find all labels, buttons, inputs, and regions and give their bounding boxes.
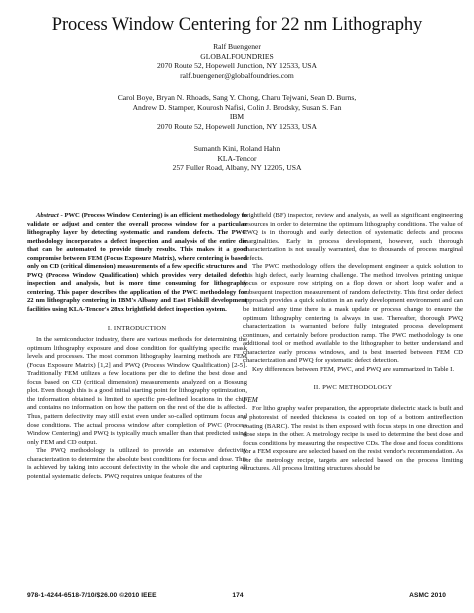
section-heading-pwc-methodology: II. PWC METHODOLOGY xyxy=(313,384,393,392)
author-names: Sumanth Kini, Roland Hahn xyxy=(193,144,281,153)
body-paragraph: Key differences between FEM, PWC, and PWQ are summarized in Table I. xyxy=(252,365,455,373)
section-heading-introduction: I. INTRODUCTION xyxy=(107,324,167,332)
intro-paragraph: In the semiconductor industry, there are various methods for determining the optimum lithography exposure and dose condition for qualifying specific mask levels and processes. The most common lithography learning methods are FEM (Focus Exposure Matrix) [1,2] and PWQ (Process Window Qualification) [2-5]. Traditionally FEM utilizes a few locations per die to define the best dose and focus based on CD (critical dimension) measurements analyzed on a Bossung plot. Even though this is a good initial starting point for lithography optimization, the information obtained is limited to specific pre-defined locations in the chip and contains no information on how the pattern on the rest of the die is affected. Thus, pattern defectivity may still exist even under so-called optimum focus and dose conditions. The actual process window after completion of PWC (Process Window Centering) and PWQ is typically much smaller than that predicted using only FEM and CD output. xyxy=(27,336,247,446)
abstract-text: - PWC (Process Window Centering) is an efficient methodology to validate or adjust and center the overall process window for a particular lithography layer by detecting systematic and random defects. The PWC methodology incorporates a defect inspection and analysis of the entire die that can be automated to provide timely results. This makes it a good compromise between FEM (Focus Exposure Matrix), where centering is based only on CD (critical dimension) measurements of a few specific structures and PWQ (Process Window Qualification) which provides very detailed defect inspection and analysis, but is more time consuming for lithography centering. This paper describes the application of the PWC methodology for 22 nm lithography centering in IBM's Albany and East Fishkill development facilities using KLA-Tencor's 28xx brightfield defect inspection system. xyxy=(27,212,247,314)
author-names: Carol Boye, Bryan N. Rhoads, Sang Y. Chong, Charu Tejwani, Sean D. Burns, xyxy=(117,93,357,102)
address: 257 Fuller Road, Albany, NY 12205, USA xyxy=(172,163,302,173)
author-block-globalfoundries xyxy=(0,42,474,80)
email: ralf.buengener@globalfoundries.com xyxy=(180,70,294,80)
body-paragraph: The PWC methodology offers the development engineer a quick solution to this high defect, early learning challenge. The method involves printing unique focus or exposure row striping on a flop down or short loop wafer and a subsequent inspection measurement of random defectivity. This first order defect approach provides a quick solution in an early development environment and can be initiated any time there is a mask update or process change to ensure the optimum lithography centering is always in use. Thereafter, thorough PWQ characterization is warranted before fully integrated process development continues, and certainly before production ramp. The PWC methodology is one additional tool or method available to the lithographer to better understand and characterize early process windows, and is best inserted between FEM CD characterization and PWQ for systematic defect detection. xyxy=(243,263,463,365)
paper-title: Process Window Centering for 22 nm Lithography xyxy=(51,15,423,35)
organization: IBM xyxy=(229,112,245,122)
left-column xyxy=(27,212,247,481)
address: 2070 Route 52, Hopewell Junction, NY 12533, USA xyxy=(156,121,318,131)
footer-conference: ASMC 2010 xyxy=(409,592,446,599)
author-block-kla-tencor xyxy=(0,144,474,173)
abstract xyxy=(27,212,247,315)
right-column xyxy=(243,212,463,474)
page-number: 174 xyxy=(232,592,244,599)
address: 2070 Route 52, Hopewell Junction, NY 12533, USA xyxy=(156,61,318,71)
author-names: Andrew D. Stamper, Kourosh Nafisi, Colin J. Brodsky, Susan S. Fan xyxy=(132,102,342,112)
author-block-ibm xyxy=(0,93,474,131)
subsection-heading-fem: FEM xyxy=(243,395,258,404)
organization: KLA-Tencor xyxy=(217,153,257,163)
body-paragraph: For litho graphy wafer preparation, the appropriate dielectric stack is built and a photoresist of needed thickness is coated on top of a bottom antireflection coating (BARC). The resist is then exposed with focus steps in one direction and dose steps in the other. A metrology recipe is used to determine the best dose and focus conditions by measuring the respective CDs. The dose and focus conditions for a FEM exposure are selected based on the resist vendor's recommendation. As for the metrology recipe, targets are selected based on the process limiting structures. All process limiting structures should be xyxy=(243,405,463,473)
intro-paragraph: The PWQ methodology is utilized to provide an extensive defectivity characterization to determine the absolute best conditions for focus and dose. This is achieved by taking into account defectivity in the whole die and capturing all potential systematic defects. PWQ requires unique features of the xyxy=(27,447,247,480)
abstract-label: Abstract xyxy=(36,212,59,219)
organization: GLOBALFOUNDRIES xyxy=(200,51,274,61)
body-paragraph: brightfield (BF) inspector, review and analysis, as well as significant engineering resources in order to determine the optimum lithography conditions. The value of PWQ is in thorough and early detection of systematic defects and process marginalities. Early in process development, however, such thorough characterization is not usually warranted, due to thousands of process marginal defects. xyxy=(243,212,463,262)
author-name: Ralf Buengener xyxy=(213,42,261,51)
footer-copyright: 978-1-4244-6518-7/10/$26.00 ©2010 IEEE xyxy=(27,592,157,599)
